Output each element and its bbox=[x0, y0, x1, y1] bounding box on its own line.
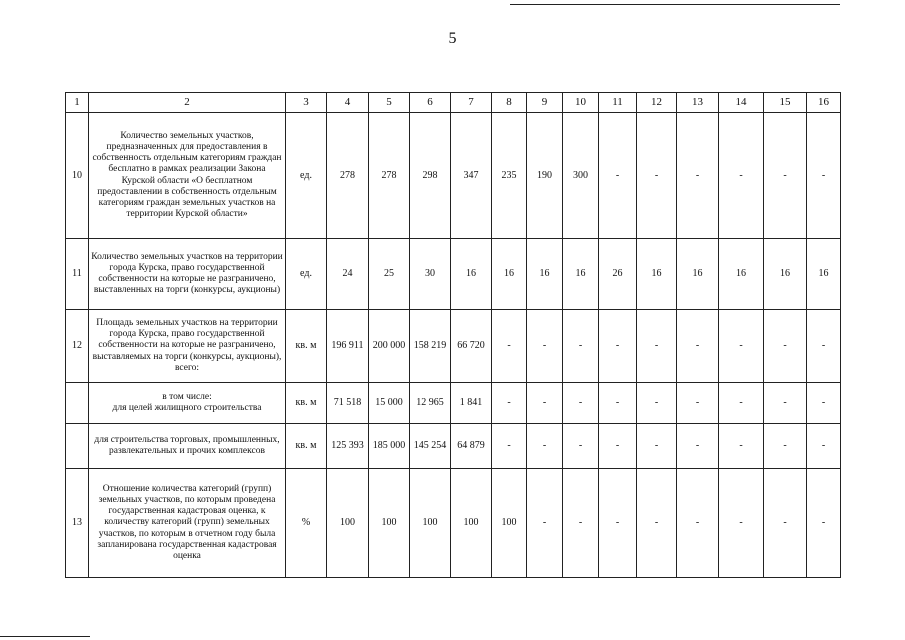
header-cell: 2 bbox=[89, 93, 286, 113]
value-cell: - bbox=[527, 310, 563, 383]
row-number-cell: 13 bbox=[66, 469, 89, 578]
value-cell: - bbox=[807, 469, 841, 578]
value-cell: - bbox=[599, 424, 637, 469]
value-cell: 125 393 bbox=[327, 424, 369, 469]
value-cell: - bbox=[637, 310, 677, 383]
table-row bbox=[66, 469, 841, 578]
table-row bbox=[66, 239, 841, 310]
value-cell: 185 000 bbox=[369, 424, 410, 469]
value-cell: 100 bbox=[410, 469, 451, 578]
value-cell: 196 911 bbox=[327, 310, 369, 383]
value-cell: - bbox=[599, 469, 637, 578]
value-cell: 190 bbox=[527, 113, 563, 239]
value-cell: 16 bbox=[563, 239, 599, 310]
unit-cell: ед. bbox=[286, 113, 327, 239]
header-cell: 4 bbox=[327, 93, 369, 113]
indicator-description-cell: для строительства торговых, промышленных, развлекательных и прочих комплексов bbox=[89, 424, 286, 469]
unit-cell: ед. bbox=[286, 239, 327, 310]
header-row bbox=[66, 93, 841, 113]
row-number-cell: 11 bbox=[66, 239, 89, 310]
value-cell: - bbox=[599, 383, 637, 424]
indicator-description-cell: Количество земельных участков на территории города Курска, право государственной собственности на которые не разграничено, выставленных на торги (конкурсы, аукционы) bbox=[89, 239, 286, 310]
value-cell: - bbox=[807, 310, 841, 383]
header-cell: 15 bbox=[764, 93, 807, 113]
value-cell: 26 bbox=[599, 239, 637, 310]
value-cell: 16 bbox=[719, 239, 764, 310]
data-table bbox=[65, 92, 841, 578]
value-cell: 25 bbox=[369, 239, 410, 310]
value-cell: - bbox=[719, 424, 764, 469]
value-cell: 100 bbox=[451, 469, 492, 578]
value-cell: - bbox=[563, 310, 599, 383]
indicator-description-cell: Отношение количества категорий (групп) земельных участков, по которым проведена государственная кадастровая оценка, к количеству категорий (групп) земельных участков, по которым в отчетном году была запланирована государственная кадастровая оценка bbox=[89, 469, 286, 578]
value-cell: - bbox=[677, 113, 719, 239]
header-cell: 13 bbox=[677, 93, 719, 113]
header-cell: 3 bbox=[286, 93, 327, 113]
value-cell: 16 bbox=[451, 239, 492, 310]
unit-cell: кв. м bbox=[286, 424, 327, 469]
value-cell: - bbox=[637, 469, 677, 578]
value-cell: - bbox=[527, 383, 563, 424]
value-cell: - bbox=[719, 383, 764, 424]
header-cell: 10 bbox=[563, 93, 599, 113]
table-row bbox=[66, 310, 841, 383]
value-cell: - bbox=[492, 310, 527, 383]
header-cell: 8 bbox=[492, 93, 527, 113]
header-cell: 14 bbox=[719, 93, 764, 113]
value-cell: - bbox=[599, 310, 637, 383]
value-cell: 158 219 bbox=[410, 310, 451, 383]
value-cell: - bbox=[563, 469, 599, 578]
value-cell: - bbox=[807, 424, 841, 469]
top-rule bbox=[510, 4, 840, 5]
value-cell: - bbox=[764, 469, 807, 578]
table-row bbox=[66, 383, 841, 424]
indicator-description-cell: в том числе: для целей жилищного строительства bbox=[89, 383, 286, 424]
value-cell: 24 bbox=[327, 239, 369, 310]
bottom-rule bbox=[0, 636, 90, 637]
value-cell: 200 000 bbox=[369, 310, 410, 383]
header-cell: 16 bbox=[807, 93, 841, 113]
value-cell: - bbox=[637, 383, 677, 424]
header-cell: 6 bbox=[410, 93, 451, 113]
header-cell: 12 bbox=[637, 93, 677, 113]
value-cell: 100 bbox=[492, 469, 527, 578]
value-cell: - bbox=[764, 113, 807, 239]
indicator-description-cell: Площадь земельных участков на территории города Курска, право государственной собственности на которые не разграничено, выставляемых на торги (конкурсы, аукционы), всего: bbox=[89, 310, 286, 383]
value-cell: - bbox=[719, 310, 764, 383]
value-cell: - bbox=[677, 469, 719, 578]
value-cell: - bbox=[719, 469, 764, 578]
value-cell: 16 bbox=[807, 239, 841, 310]
value-cell: - bbox=[719, 113, 764, 239]
value-cell: - bbox=[563, 424, 599, 469]
value-cell: 15 000 bbox=[369, 383, 410, 424]
value-cell: - bbox=[807, 383, 841, 424]
value-cell: 300 bbox=[563, 113, 599, 239]
value-cell: 66 720 bbox=[451, 310, 492, 383]
value-cell: 298 bbox=[410, 113, 451, 239]
value-cell: - bbox=[764, 424, 807, 469]
unit-cell: % bbox=[286, 469, 327, 578]
value-cell: - bbox=[599, 113, 637, 239]
header-cell: 9 bbox=[527, 93, 563, 113]
value-cell: 16 bbox=[527, 239, 563, 310]
value-cell: - bbox=[807, 113, 841, 239]
unit-cell: кв. м bbox=[286, 310, 327, 383]
value-cell: - bbox=[563, 383, 599, 424]
value-cell: - bbox=[637, 424, 677, 469]
value-cell: 347 bbox=[451, 113, 492, 239]
unit-cell: кв. м bbox=[286, 383, 327, 424]
value-cell: - bbox=[492, 383, 527, 424]
value-cell: 71 518 bbox=[327, 383, 369, 424]
row-number-cell bbox=[66, 424, 89, 469]
row-number-cell: 10 bbox=[66, 113, 89, 239]
value-cell: - bbox=[637, 113, 677, 239]
row-number-cell bbox=[66, 383, 89, 424]
value-cell: 64 879 bbox=[451, 424, 492, 469]
value-cell: 278 bbox=[327, 113, 369, 239]
value-cell: 16 bbox=[492, 239, 527, 310]
value-cell: 30 bbox=[410, 239, 451, 310]
value-cell: 235 bbox=[492, 113, 527, 239]
value-cell: - bbox=[527, 424, 563, 469]
value-cell: 16 bbox=[764, 239, 807, 310]
value-cell: - bbox=[677, 383, 719, 424]
header-cell: 1 bbox=[66, 93, 89, 113]
value-cell: 145 254 bbox=[410, 424, 451, 469]
table-row bbox=[66, 113, 841, 239]
value-cell: 16 bbox=[637, 239, 677, 310]
table-row bbox=[66, 424, 841, 469]
value-cell: 12 965 bbox=[410, 383, 451, 424]
value-cell: - bbox=[677, 310, 719, 383]
value-cell: 278 bbox=[369, 113, 410, 239]
header-cell: 5 bbox=[369, 93, 410, 113]
value-cell: 100 bbox=[369, 469, 410, 578]
value-cell: - bbox=[764, 310, 807, 383]
page-number: 5 bbox=[448, 30, 457, 47]
value-cell: - bbox=[677, 424, 719, 469]
value-cell: - bbox=[527, 469, 563, 578]
value-cell: - bbox=[764, 383, 807, 424]
row-number-cell: 12 bbox=[66, 310, 89, 383]
indicator-description-cell: Количество земельных участков, предназначенных для предоставления в собственность отдельным категориям граждан бесплатно в рамках реализации Закона Курской области «О бесплатном предоставлении в собственность отдельным категориям граждан земельных участков на территории Курской области» bbox=[89, 113, 286, 239]
value-cell: - bbox=[492, 424, 527, 469]
value-cell: 100 bbox=[327, 469, 369, 578]
value-cell: 16 bbox=[677, 239, 719, 310]
header-cell: 11 bbox=[599, 93, 637, 113]
value-cell: 1 841 bbox=[451, 383, 492, 424]
header-cell: 7 bbox=[451, 93, 492, 113]
